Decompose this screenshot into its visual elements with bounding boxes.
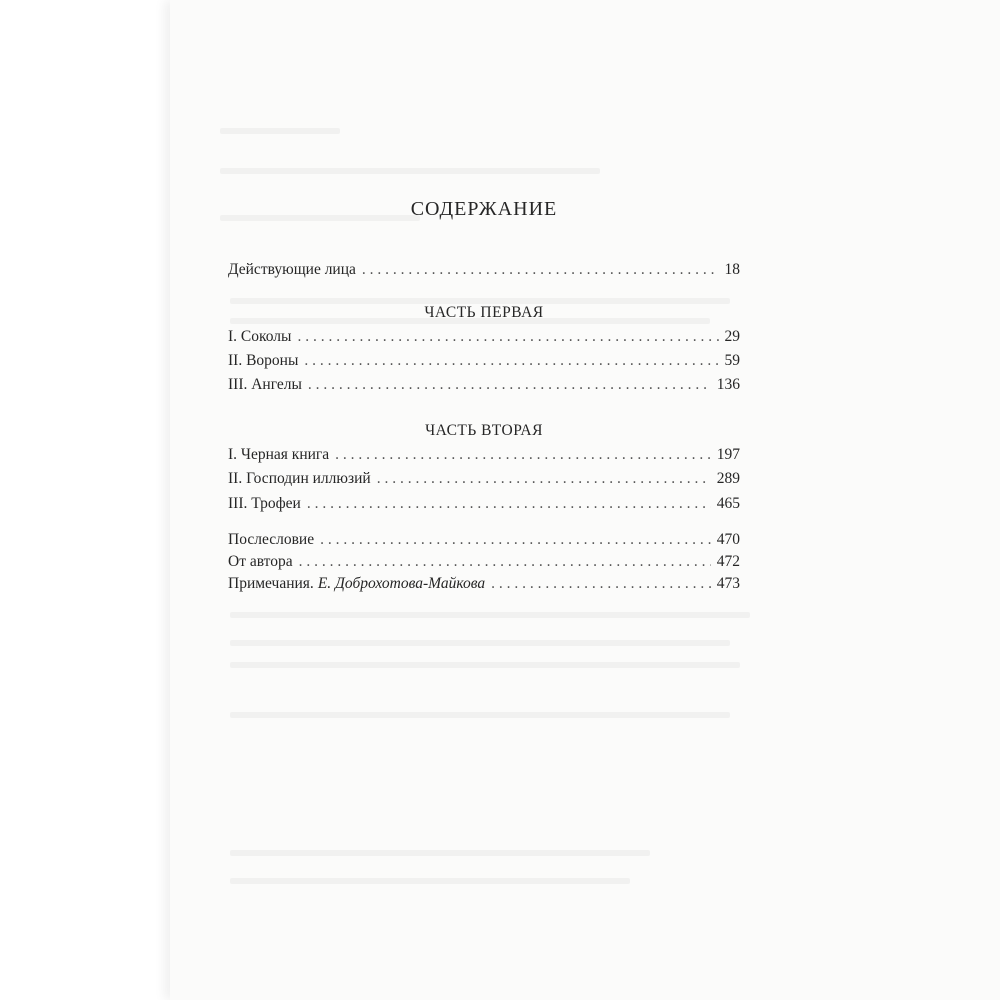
- show-through-line: [220, 128, 340, 134]
- part-heading-two: ЧАСТЬ ВТОРАЯ: [425, 422, 543, 439]
- page-title: СОДЕРЖАНИЕ: [410, 198, 558, 220]
- toc-entry-page: 197: [716, 446, 740, 463]
- toc-entry-label: III. Ангелы: [228, 376, 302, 393]
- toc-entry-label: II. Вороны: [228, 352, 299, 369]
- show-through-line: [230, 878, 630, 884]
- toc-entry: [228, 375, 740, 395]
- toc-entry-label: От автора: [228, 553, 293, 570]
- toc-entry-page: 472: [716, 553, 740, 570]
- toc-entry: [228, 351, 740, 371]
- show-through-line: [220, 168, 600, 174]
- dot-leader: [377, 469, 711, 489]
- toc-entry-author: Е. Доброхотова-Майкова: [317, 575, 486, 592]
- show-through-line: [230, 640, 730, 646]
- dot-leader: [308, 375, 711, 395]
- toc-entry: [228, 494, 740, 514]
- toc-entry-label: I. Черная книга: [228, 446, 330, 463]
- toc-entry-label: Действующие лица: [228, 261, 356, 278]
- toc-entry: [228, 327, 740, 347]
- toc-entry-page: 59: [724, 352, 740, 369]
- toc-entry: [228, 469, 740, 489]
- show-through-line: [230, 712, 730, 718]
- show-through-line: [230, 612, 750, 618]
- toc-entry-from-author: [228, 552, 740, 572]
- toc-entry-page: 136: [716, 376, 740, 393]
- toc-entry-label: I. Соколы: [228, 328, 292, 345]
- show-through-line: [230, 850, 650, 856]
- toc-entry-page: 470: [716, 531, 740, 548]
- toc-entry-page: 289: [716, 470, 740, 487]
- toc-entry-characters: [228, 260, 740, 280]
- toc-entry-page: 29: [724, 328, 740, 345]
- toc-entry-page: 465: [716, 495, 740, 512]
- toc-entry-label: III. Трофеи: [228, 495, 301, 512]
- dot-leader: [491, 574, 711, 594]
- dot-leader: [297, 327, 718, 347]
- dot-leader: [299, 552, 711, 572]
- toc-entry-page: 18: [724, 261, 740, 278]
- dot-leader: [307, 494, 711, 514]
- dot-leader: [320, 530, 711, 550]
- toc-entry-label: Послесловие: [228, 531, 315, 548]
- toc-entry-label: II. Господин иллюзий: [228, 470, 371, 487]
- toc-entry-notes: [228, 574, 740, 594]
- dot-leader: [335, 445, 711, 465]
- dot-leader: [304, 351, 718, 371]
- show-through-line: [230, 662, 740, 668]
- dot-leader: [362, 260, 719, 280]
- toc-entry-page: 473: [716, 575, 740, 592]
- toc-entry: [228, 445, 740, 465]
- part-heading-one: ЧАСТЬ ПЕРВАЯ: [424, 304, 544, 321]
- toc-entry-label: Примечания.: [228, 575, 314, 592]
- toc-entry-afterword: [228, 530, 740, 550]
